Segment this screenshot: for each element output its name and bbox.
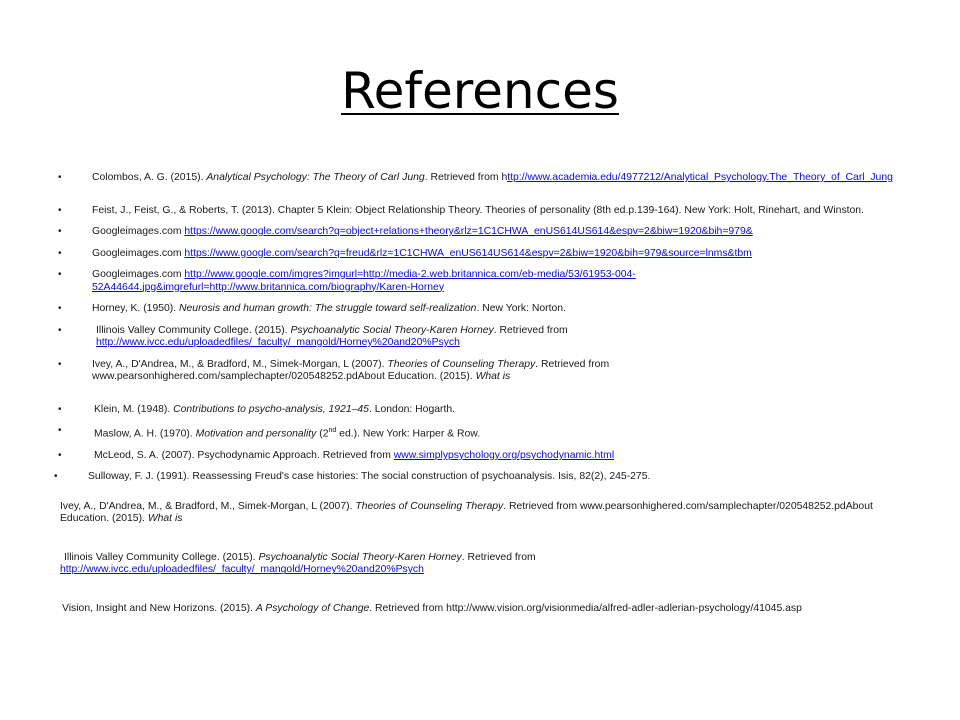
ref-text: Ivey, A., D'Andrea, M., & Bradford, M., Simek-Morgan, L (2007). [60,500,356,512]
reference-item-ivcc [58,325,898,350]
ref-text: Illinois Valley Community College. (2015). [96,324,291,336]
ref-title: Neurosis and human growth: The struggle toward self-realization [179,303,477,314]
reference-item-google-horney [58,269,898,294]
reference-item-feist [58,205,898,218]
ref-link[interactable]: http://www.ivcc.edu/uploadedfiles/_faculty/_mangold/Horney%20and20%Psych [96,337,460,348]
ref-text: Ivey, A., D'Andrea, M., & Bradford, M., Simek-Morgan, L (2007). [92,358,388,370]
ref-text: . Retrieved from [493,324,568,336]
ref-text: . Retrieved from www.pearsonhighered.com/samplechapter/020548252.pdAbout Education. (2015). [60,500,873,525]
ref-text: . Retrieved from http://www.vision.org/visionmedia/alfred-adler-adlerian-psychology/41045.asp [369,602,802,614]
slide-title: References [341,62,619,120]
ref-title: Theories of Counseling Therapy [387,358,536,370]
ref-text: Sulloway, F. J. (1991). Reassessing Freud's case histories: The social construction of psychoanalysis. Isis, 82(2), 245-275. [88,471,651,483]
ref-title: Theories of Counseling Therapy [355,500,504,512]
bullet-icon: • [58,324,62,336]
ref-title: Motivation and personality [195,428,317,440]
ref-text: Vision, Insight and New Horizons. (2015). [62,602,256,614]
ref-link[interactable]: www.simplypsychology.org/psychodynamic.html [393,449,615,461]
ref-text: Maslow, A. H. (1970). [94,428,196,440]
reference-paragraph-vision [58,603,898,616]
ref-superscript: nd [328,427,337,434]
bullet-icon: • [58,425,62,436]
reference-item-google-freud [58,248,898,261]
bullet-icon: • [58,269,62,280]
reference-item-maslow [58,425,898,441]
ref-text: . Retrieved from [461,551,536,563]
bullet-icon: • [58,358,62,370]
bullet-icon: • [58,247,62,259]
ref-text: McLeod, S. A. (2007). Psychodynamic Approach. Retrieved from [94,449,394,461]
ref-text: . New York: Norton. [476,303,566,314]
reference-paragraph-ivcc [60,552,898,577]
bullet-icon: • [58,172,62,183]
reference-item-mcleod [58,450,898,463]
ref-title: Psychoanalytic Social Theory-Karen Horney [258,551,462,563]
ref-link[interactable]: https://www.google.com/search?q=object+relations+theory&rlz=1C1CHWA_enUS614US614&espv=2&biw=1920&bih=979& [184,226,753,237]
ref-text: Googleimages.com [92,247,185,259]
bullet-icon: • [58,303,62,314]
ref-text: . London: Hogarth. [368,403,456,415]
ref-title: Psychoanalytic Social Theory-Karen Horney [290,324,494,336]
ref-title: What is [475,371,511,382]
ref-link[interactable]: http://www.ivcc.edu/uploadedfiles/_faculty/_mangold/Horney%20and20%Psych [60,564,424,576]
bullet-icon: • [54,471,58,483]
ref-text: . Retrieved from h [424,172,508,183]
ref-text: . Retrieved from www.pearsonhighered.com/samplechapter/020548252.pdAbout Education. (2015). [92,358,610,382]
reference-item-colombos [58,172,898,185]
ref-text: Googleimages.com [92,226,185,237]
ref-text: Colombos, A. G. (2015). [92,172,207,183]
ref-link[interactable]: http://www.google.com/imgres?imgurl=http://media-2.web.britannica.com/eb-media/53/61953-004-52A44644.jpg&imgrefurl=http://www.britannica.com/biography/Karen-Horney [92,269,636,293]
ref-text: Klein, M. (1948). [94,403,174,415]
reference-item-ivey [58,359,898,384]
bullet-icon: • [58,449,62,461]
bullet-icon: • [58,204,62,216]
bullet-icon: • [58,403,62,415]
reference-list [54,172,898,484]
bullet-icon: • [58,226,62,237]
reference-item-horney [58,303,898,316]
ref-text: ed.). New York: Harper & Row. [336,428,481,440]
ref-title: A Psychology of Change [255,602,370,614]
ref-link[interactable]: ttp://www.academia.edu/4977212/Analytical_Psychology.The_Theory_of_Carl_Jung [507,172,893,183]
ref-title: Analytical Psychology: The Theory of Carl Jung [206,172,425,183]
reference-item-google-object-relations [58,226,898,239]
reference-item-klein [58,404,898,417]
reference-paragraph-ivey [60,501,898,526]
ref-text: Horney, K. (1950). [92,303,180,314]
ref-text: Googleimages.com [92,269,185,280]
ref-text: (2 [316,428,329,440]
reference-item-sulloway [54,471,898,484]
references-body [54,172,898,641]
ref-text: Feist, J., Feist, G., & Roberts, T. (2013). Chapter 5 Klein: Object Relationship Theory. Theories of personality (8th ed.p.139-164). New York: Holt, Rinehart, and Winston. [92,204,864,216]
ref-title: Contributions to psycho-analysis, 1921–45 [173,403,369,415]
ref-link[interactable]: https://www.google.com/search?q=freud&rlz=1C1CHWA_enUS614US614&espv=2&biw=1920&bih=979&source=lnms&tbm [184,247,752,259]
ref-text: Illinois Valley Community College. (2015). [64,551,259,563]
ref-title: What is [147,513,183,525]
